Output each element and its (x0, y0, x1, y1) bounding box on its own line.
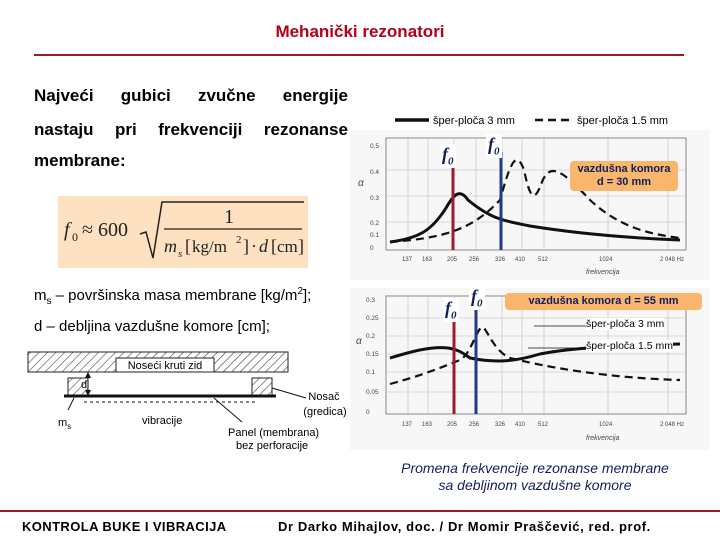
footer-authors: Dr Darko Mihajlov, doc. / Dr Momir Praščević, red. prof. (278, 519, 651, 534)
svg-text:137: 137 (402, 422, 413, 428)
intro-line-3: membrane: (34, 151, 126, 170)
svg-text:512: 512 (538, 257, 549, 263)
formula-numerator: 1 (224, 206, 234, 228)
resonance-formula (58, 196, 308, 268)
title-divider (34, 54, 684, 56)
definition-ms: $m_s$ – površinska masa membrane $[kg/m^2]$; (34, 286, 312, 307)
formula-svg (58, 196, 308, 268)
definition-d: d – debljina vazdušne komore [cm]; (34, 318, 270, 335)
formula-d-unit: cm (277, 237, 298, 256)
wall-label: Noseći kruti zid (127, 360, 203, 372)
footer-divider (0, 510, 720, 512)
svg-text:326: 326 (495, 422, 506, 428)
svg-text:163: 163 (422, 257, 433, 263)
svg-text:0.5: 0.5 (370, 143, 380, 150)
svg-text:]: ] (243, 236, 249, 256)
svg-text:]: ] (298, 236, 304, 256)
graph-bottom (350, 288, 710, 450)
formula-f: f (64, 219, 70, 241)
svg-text:410: 410 (515, 422, 526, 428)
svg-text:326: 326 (495, 257, 506, 263)
intro-word: gubici (120, 86, 171, 105)
svg-text:[: [ (185, 236, 191, 256)
graph-legend (395, 110, 715, 130)
support-label-2: (gredica) (303, 406, 347, 418)
intro-word: Najveći (34, 86, 94, 105)
f0-label-blue-top: $f_0$ (488, 134, 500, 158)
intro-line-1 (34, 86, 348, 106)
y-axis-label-top: α (358, 178, 364, 189)
curve-label-solid-bottom: šper-ploča 3 mm (586, 318, 665, 330)
footer-course: KONTROLA BUKE I VIBRACIJA (22, 519, 227, 534)
page-title: Mehanički rezonatori (275, 22, 445, 41)
svg-text:256: 256 (469, 422, 480, 428)
svg-text:205: 205 (447, 257, 458, 263)
svg-text:0.4: 0.4 (370, 169, 380, 176)
svg-text:0: 0 (366, 409, 370, 416)
svg-text:0.2: 0.2 (370, 220, 380, 227)
svg-text:0.3: 0.3 (366, 297, 376, 304)
formula-d: d (259, 236, 268, 256)
svg-text:0.15: 0.15 (366, 351, 379, 358)
svg-text:0.1: 0.1 (370, 232, 380, 239)
intro-word: nastaju (34, 120, 94, 139)
legend-solid-label: šper-ploča 3 mm (433, 115, 515, 127)
figure-caption: Promena frekvencije rezonanse membrane sa debljinom vazdušne komore (401, 460, 669, 493)
air-gap-badge-bottom: vazdušna komora d = 55 mm (505, 293, 702, 310)
membrane-diagram (24, 350, 364, 460)
curve-label-dashed-bottom: šper-ploča 1.5 mm (586, 340, 673, 352)
curve-solid-top (390, 194, 680, 242)
svg-text:137: 137 (402, 257, 413, 263)
svg-text:410: 410 (515, 257, 526, 263)
intro-line-2 (34, 120, 348, 140)
svg-text:205: 205 (447, 422, 458, 428)
support-right (252, 378, 272, 395)
formula-ms: m (164, 236, 177, 256)
intro-word: energije (282, 86, 348, 105)
svg-text:163: 163 (422, 422, 433, 428)
svg-text:0.05: 0.05 (366, 389, 379, 396)
formula-approx: ≈ 600 (82, 219, 128, 241)
panel-label: Panel (membrana) (228, 427, 320, 439)
intro-word: frekvenciji (158, 120, 243, 139)
svg-text:512: 512 (538, 422, 549, 428)
svg-text:0: 0 (370, 245, 374, 252)
ms-label: $m_s$ (58, 417, 72, 431)
svg-text:0.2: 0.2 (366, 333, 376, 340)
formula-ms-sub: s (178, 248, 183, 260)
svg-text:1024: 1024 (599, 257, 613, 263)
svg-text:0.3: 0.3 (370, 195, 380, 202)
x-axis-label-top: frekvencija (586, 269, 620, 276)
vibration-label: vibracije (142, 415, 183, 427)
y-axis-label-bottom: α (356, 336, 362, 347)
svg-text:0.25: 0.25 (366, 315, 379, 322)
intro-word: pri (115, 120, 137, 139)
graph-top (350, 130, 710, 280)
svg-text:·: · (251, 236, 257, 256)
formula-f-sub: 0 (72, 230, 78, 244)
air-gap-badge-top: vazdušna komora d = 30 mm (570, 161, 678, 191)
svg-text:2 048 Hz: 2 048 Hz (660, 422, 685, 428)
svg-text:0.1: 0.1 (366, 369, 376, 376)
svg-text:1024: 1024 (599, 422, 613, 428)
f0-label-red-bottom: $f_0$ (445, 298, 457, 322)
panel-label-2: bez perforacije (236, 440, 309, 452)
f0-label-red-top: $f_0$ (442, 144, 454, 168)
svg-text:256: 256 (469, 257, 480, 263)
legend-dashed-label: šper-ploča 1.5 mm (577, 115, 669, 127)
intro-word: rezonanse (263, 120, 348, 139)
x-axis-label-bottom: frekvencija (586, 435, 620, 442)
support-label: Nosač (308, 391, 340, 403)
formula-mass-unit-exp: 2 (236, 234, 242, 246)
formula-mass-unit: kg/m (192, 237, 227, 256)
d-label: d (81, 379, 88, 391)
intro-word: zvučne (197, 86, 256, 105)
svg-text:2 048 Hz: 2 048 Hz (660, 257, 685, 263)
f0-label-blue-bottom: $f_0$ (471, 286, 483, 310)
svg-text:[: [ (271, 236, 277, 256)
